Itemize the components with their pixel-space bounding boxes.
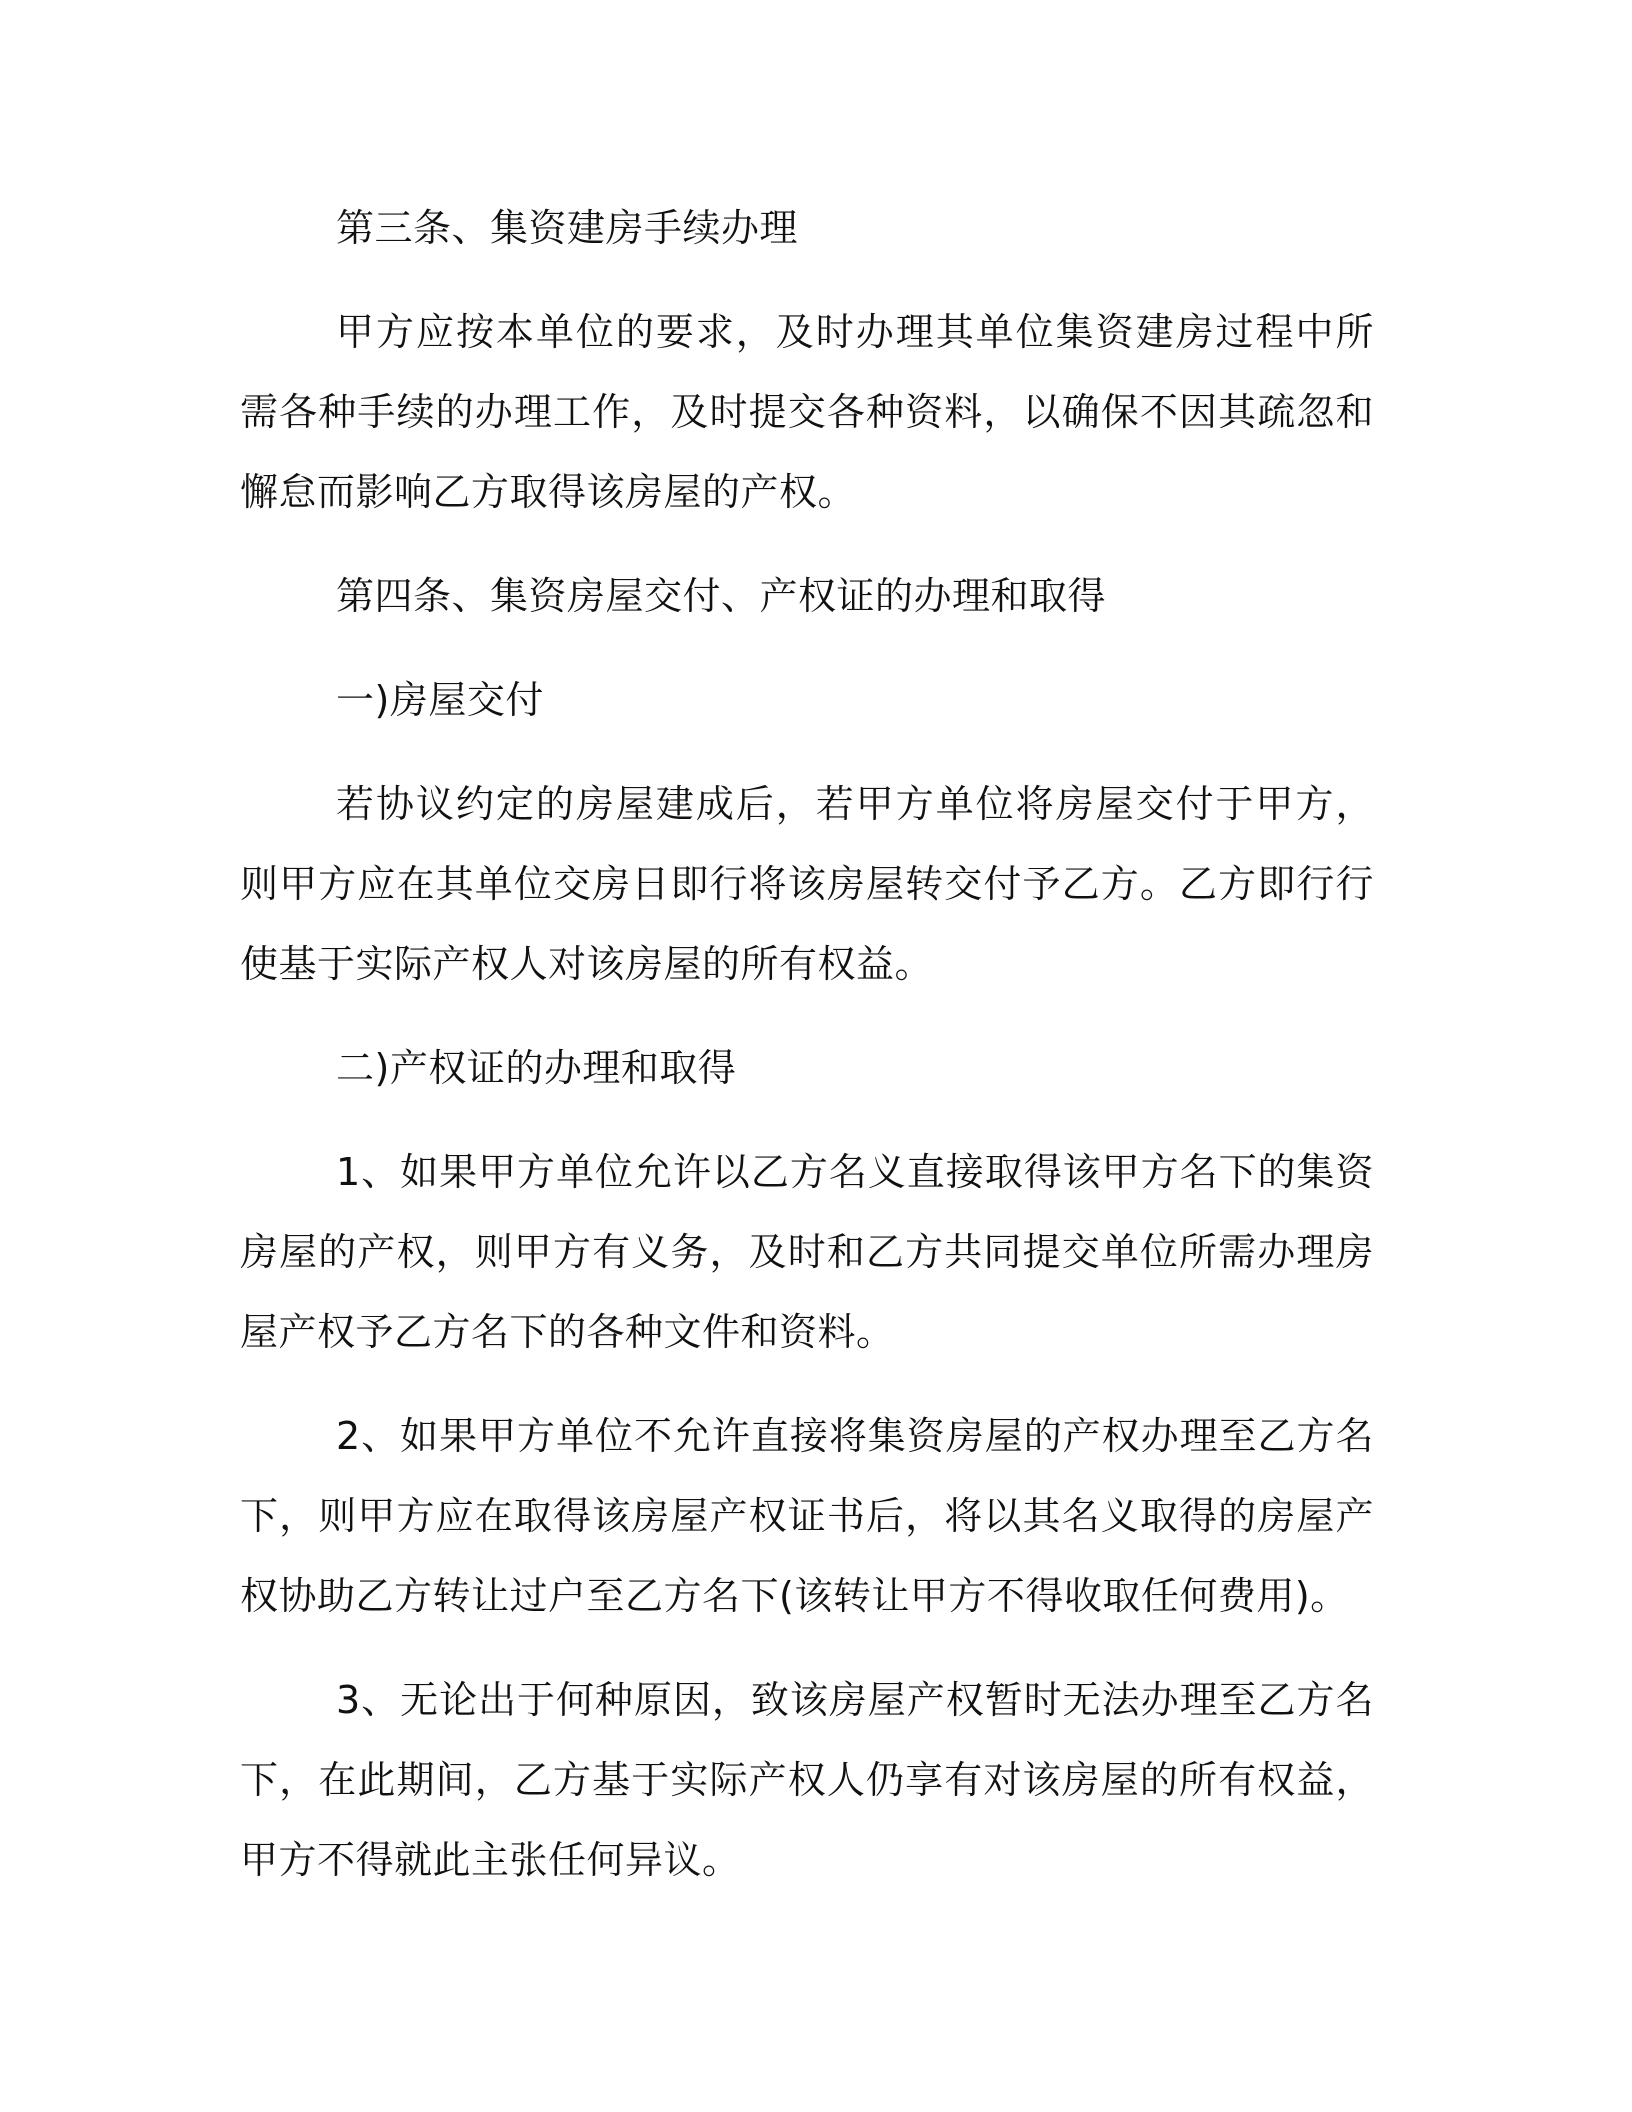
article-4-heading: 第四条、集资房屋交付、产权证的办理和取得 — [336, 574, 1107, 618]
section-1-paragraph: 若协议约定的房屋建成后，若甲方单位将房屋交付于甲方，则甲方应在其单位交房日即行将该房屋转交付予乙方。乙方即行行使基于实际产权人对该房屋的所有权益。 — [240, 782, 1374, 986]
article-3-heading: 第三条、集资建房手续办理 — [336, 206, 799, 250]
article-3-paragraph: 甲方应按本单位的要求，及时办理其单位集资建房过程中所需各种手续的办理工作，及时提交各种资料，以确保不因其疏忽和懈怠而影响乙方取得该房屋的产权。 — [240, 310, 1374, 514]
clause-3-paragraph: 3、无论出于何种原因，致该房屋产权暂时无法办理至乙方名下，在此期间，乙方基于实际产权人仍享有对该房屋的所有权益，甲方不得就此主张任何异议。 — [240, 1678, 1374, 1882]
section-1-heading: 一)房屋交付 — [336, 678, 544, 722]
clause-1-paragraph: 1、如果甲方单位允许以乙方名义直接取得该甲方名下的集资房屋的产权，则甲方有义务，及时和乙方共同提交单位所需办理房屋产权予乙方名下的各种文件和资料。 — [240, 1150, 1374, 1354]
clause-2-paragraph: 2、如果甲方单位不允许直接将集资房屋的产权办理至乙方名下，则甲方应在取得该房屋产权证书后，将以其名义取得的房屋产权协助乙方转让过户至乙方名下(该转让甲方不得收取任何费用)。 — [240, 1414, 1374, 1618]
section-2-heading: 二)产权证的办理和取得 — [336, 1046, 737, 1090]
document-body — [240, 188, 1374, 1924]
